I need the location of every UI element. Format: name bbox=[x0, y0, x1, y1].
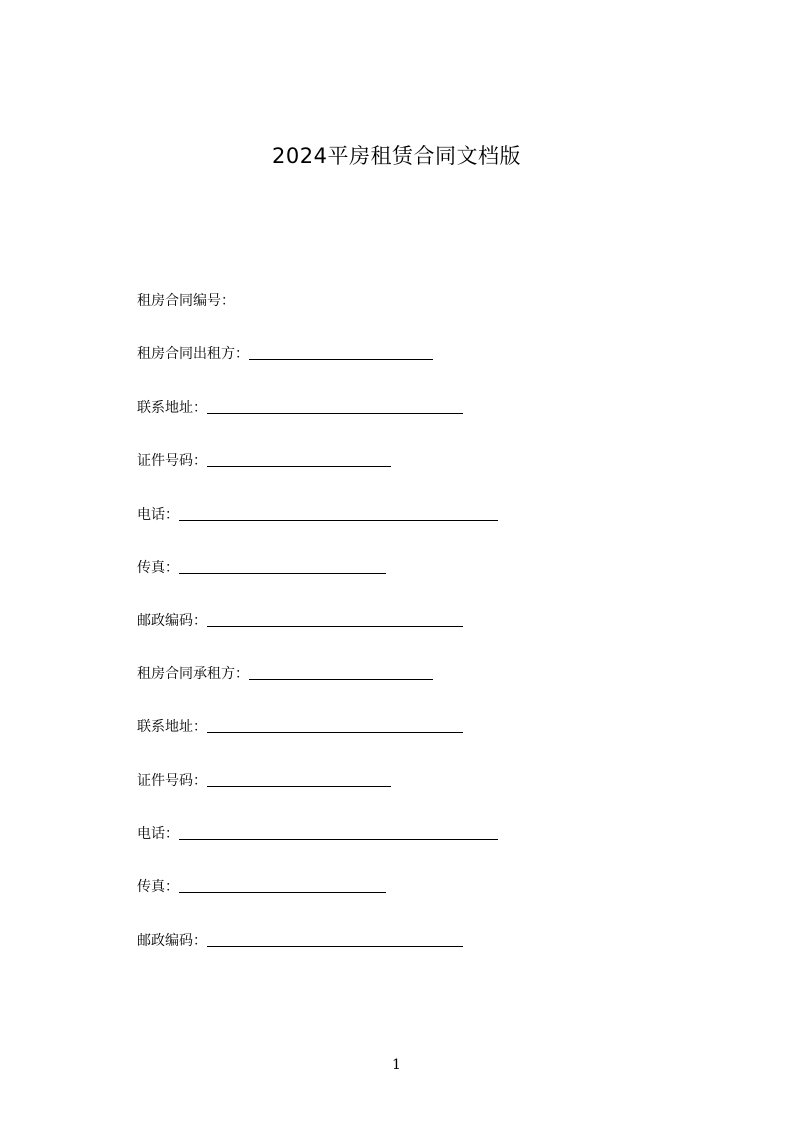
lessor-fax-label: 传真： bbox=[137, 560, 179, 576]
lessor-address-label: 联系地址： bbox=[137, 400, 207, 416]
lessor-phone-label: 电话： bbox=[137, 507, 179, 523]
lessee-blank-line[interactable] bbox=[249, 663, 433, 680]
lessor-fax-blank-line[interactable] bbox=[179, 557, 386, 574]
lessor-id-label: 证件号码： bbox=[137, 453, 207, 469]
lessor-label: 租房合同出租方： bbox=[137, 346, 249, 362]
lessee-postcode-field bbox=[137, 930, 463, 952]
lessee-id-field bbox=[137, 770, 391, 792]
contract-number-label: 租房合同编号： bbox=[137, 293, 235, 309]
lessee-fax-field bbox=[137, 876, 386, 898]
lessor-postcode-blank-line[interactable] bbox=[207, 610, 463, 627]
lessee-id-blank-line[interactable] bbox=[207, 770, 391, 787]
lessee-address-label: 联系地址： bbox=[137, 719, 207, 735]
lessee-address-blank-line[interactable] bbox=[207, 716, 463, 733]
lessee-id-label: 证件号码： bbox=[137, 773, 207, 789]
lessee-address-field bbox=[137, 716, 463, 738]
page-number: 1 bbox=[392, 1057, 401, 1073]
lessee-postcode-blank-line[interactable] bbox=[207, 930, 463, 947]
lessee-phone-label: 电话： bbox=[137, 826, 179, 842]
lessee-fax-blank-line[interactable] bbox=[179, 876, 386, 893]
lessor-fax-field bbox=[137, 557, 386, 579]
lessee-fax-label: 传真： bbox=[137, 879, 179, 895]
lessor-id-blank-line[interactable] bbox=[207, 450, 391, 467]
lessee-field bbox=[137, 663, 433, 685]
lessor-blank-line[interactable] bbox=[249, 343, 433, 360]
lessor-address-blank-line[interactable] bbox=[207, 397, 463, 414]
lessor-address-field bbox=[137, 397, 463, 419]
lessor-phone-field bbox=[137, 504, 498, 526]
document-title: 2024平房租赁合同文档版 bbox=[272, 144, 521, 168]
lessee-phone-field bbox=[137, 823, 498, 845]
lessee-phone-blank-line[interactable] bbox=[179, 823, 498, 840]
lessor-phone-blank-line[interactable] bbox=[179, 504, 498, 521]
lessee-postcode-label: 邮政编码： bbox=[137, 933, 207, 949]
lessor-postcode-field bbox=[137, 610, 463, 632]
contract-number-field bbox=[137, 290, 235, 312]
lessor-postcode-label: 邮政编码： bbox=[137, 613, 207, 629]
lessor-id-field bbox=[137, 450, 391, 472]
lessor-field bbox=[137, 343, 433, 365]
lessee-label: 租房合同承租方： bbox=[137, 666, 249, 682]
